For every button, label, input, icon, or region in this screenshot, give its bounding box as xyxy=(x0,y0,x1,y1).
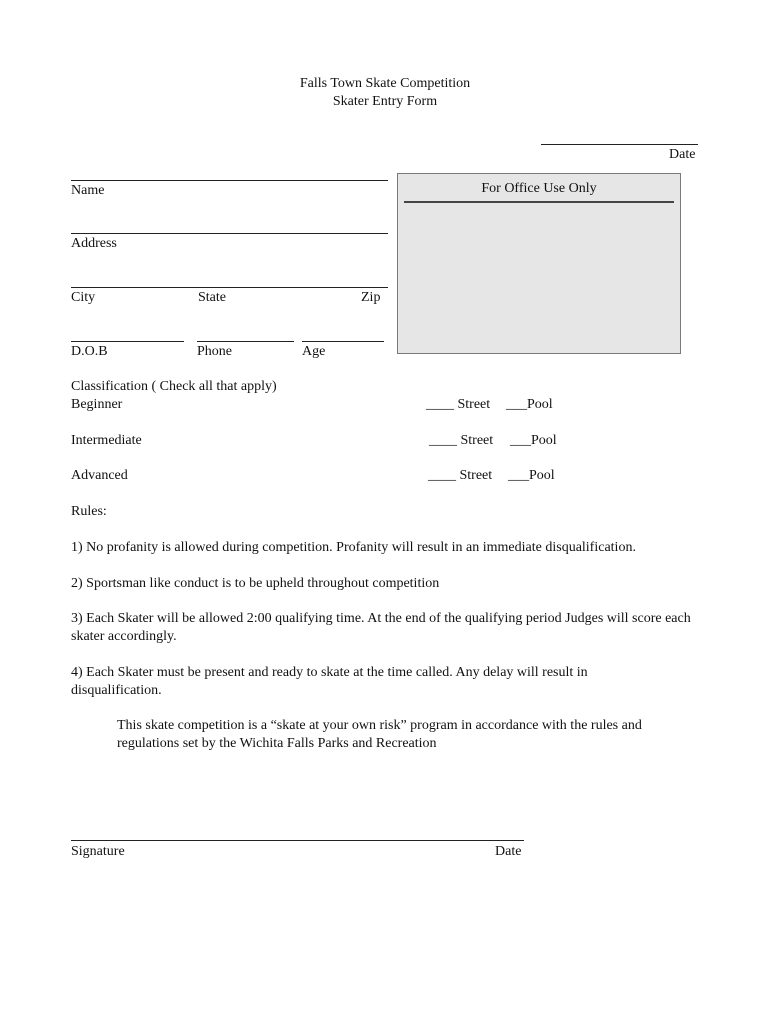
signature-label: Signature xyxy=(71,844,125,859)
signature-line[interactable] xyxy=(71,840,524,841)
level-intermediate-label: Intermediate xyxy=(71,433,142,448)
disclaimer-text: This skate competition is a “skate at your own risk” program in accordance with the rules and regulations set by the Wichita Falls Parks and Recreation xyxy=(117,718,642,751)
age-line[interactable] xyxy=(302,341,384,342)
rule-item: 3) Each Skater will be allowed 2:00 qualifying time. At the end of the qualifying period Judges will score each skater accordingly. xyxy=(71,611,691,644)
rule-item: 4) Each Skater must be present and ready to skate at the time called. Any delay will result in disqualification. xyxy=(71,665,588,698)
state-label: State xyxy=(198,290,226,305)
level-beginner-label: Beginner xyxy=(71,397,123,412)
signature-date-label: Date xyxy=(495,844,522,859)
office-use-title: For Office Use Only xyxy=(481,181,597,196)
name-line[interactable] xyxy=(71,180,388,181)
phone-line[interactable] xyxy=(197,341,294,342)
rule-item: 1) No profanity is allowed during competition. Profanity will result in an immediate disqualification. xyxy=(71,540,636,555)
level-advanced-label: Advanced xyxy=(71,468,128,483)
rule-item: 2) Sportsman like conduct is to be upheld throughout competition xyxy=(71,576,440,591)
address-line[interactable] xyxy=(71,233,388,234)
city-state-zip-line[interactable] xyxy=(71,287,388,288)
name-label: Name xyxy=(71,183,105,198)
level-advanced-street-checkbox[interactable]: ____ Street xyxy=(428,468,493,483)
level-beginner-street-checkbox[interactable]: ____ Street xyxy=(426,397,491,412)
form-subtitle: Skater Entry Form xyxy=(332,94,438,109)
level-beginner-pool-checkbox[interactable]: ___Pool xyxy=(506,397,553,412)
level-intermediate-street-checkbox[interactable]: ____ Street xyxy=(429,433,494,448)
phone-label: Phone xyxy=(197,344,232,359)
date-line[interactable] xyxy=(541,144,698,145)
age-label: Age xyxy=(302,344,326,359)
zip-label: Zip xyxy=(361,290,381,305)
form-title: Falls Town Skate Competition xyxy=(299,76,471,91)
address-label: Address xyxy=(71,236,117,251)
city-label: City xyxy=(71,290,96,305)
office-use-box xyxy=(397,173,681,354)
office-use-divider xyxy=(404,201,674,203)
date-label: Date xyxy=(669,147,696,162)
level-advanced-pool-checkbox[interactable]: ___Pool xyxy=(508,468,555,483)
dob-line[interactable] xyxy=(71,341,184,342)
classification-heading: Classification ( Check all that apply) xyxy=(71,379,277,394)
level-intermediate-pool-checkbox[interactable]: ___Pool xyxy=(510,433,557,448)
rules-heading: Rules: xyxy=(71,504,107,519)
dob-label: D.O.B xyxy=(71,344,108,359)
